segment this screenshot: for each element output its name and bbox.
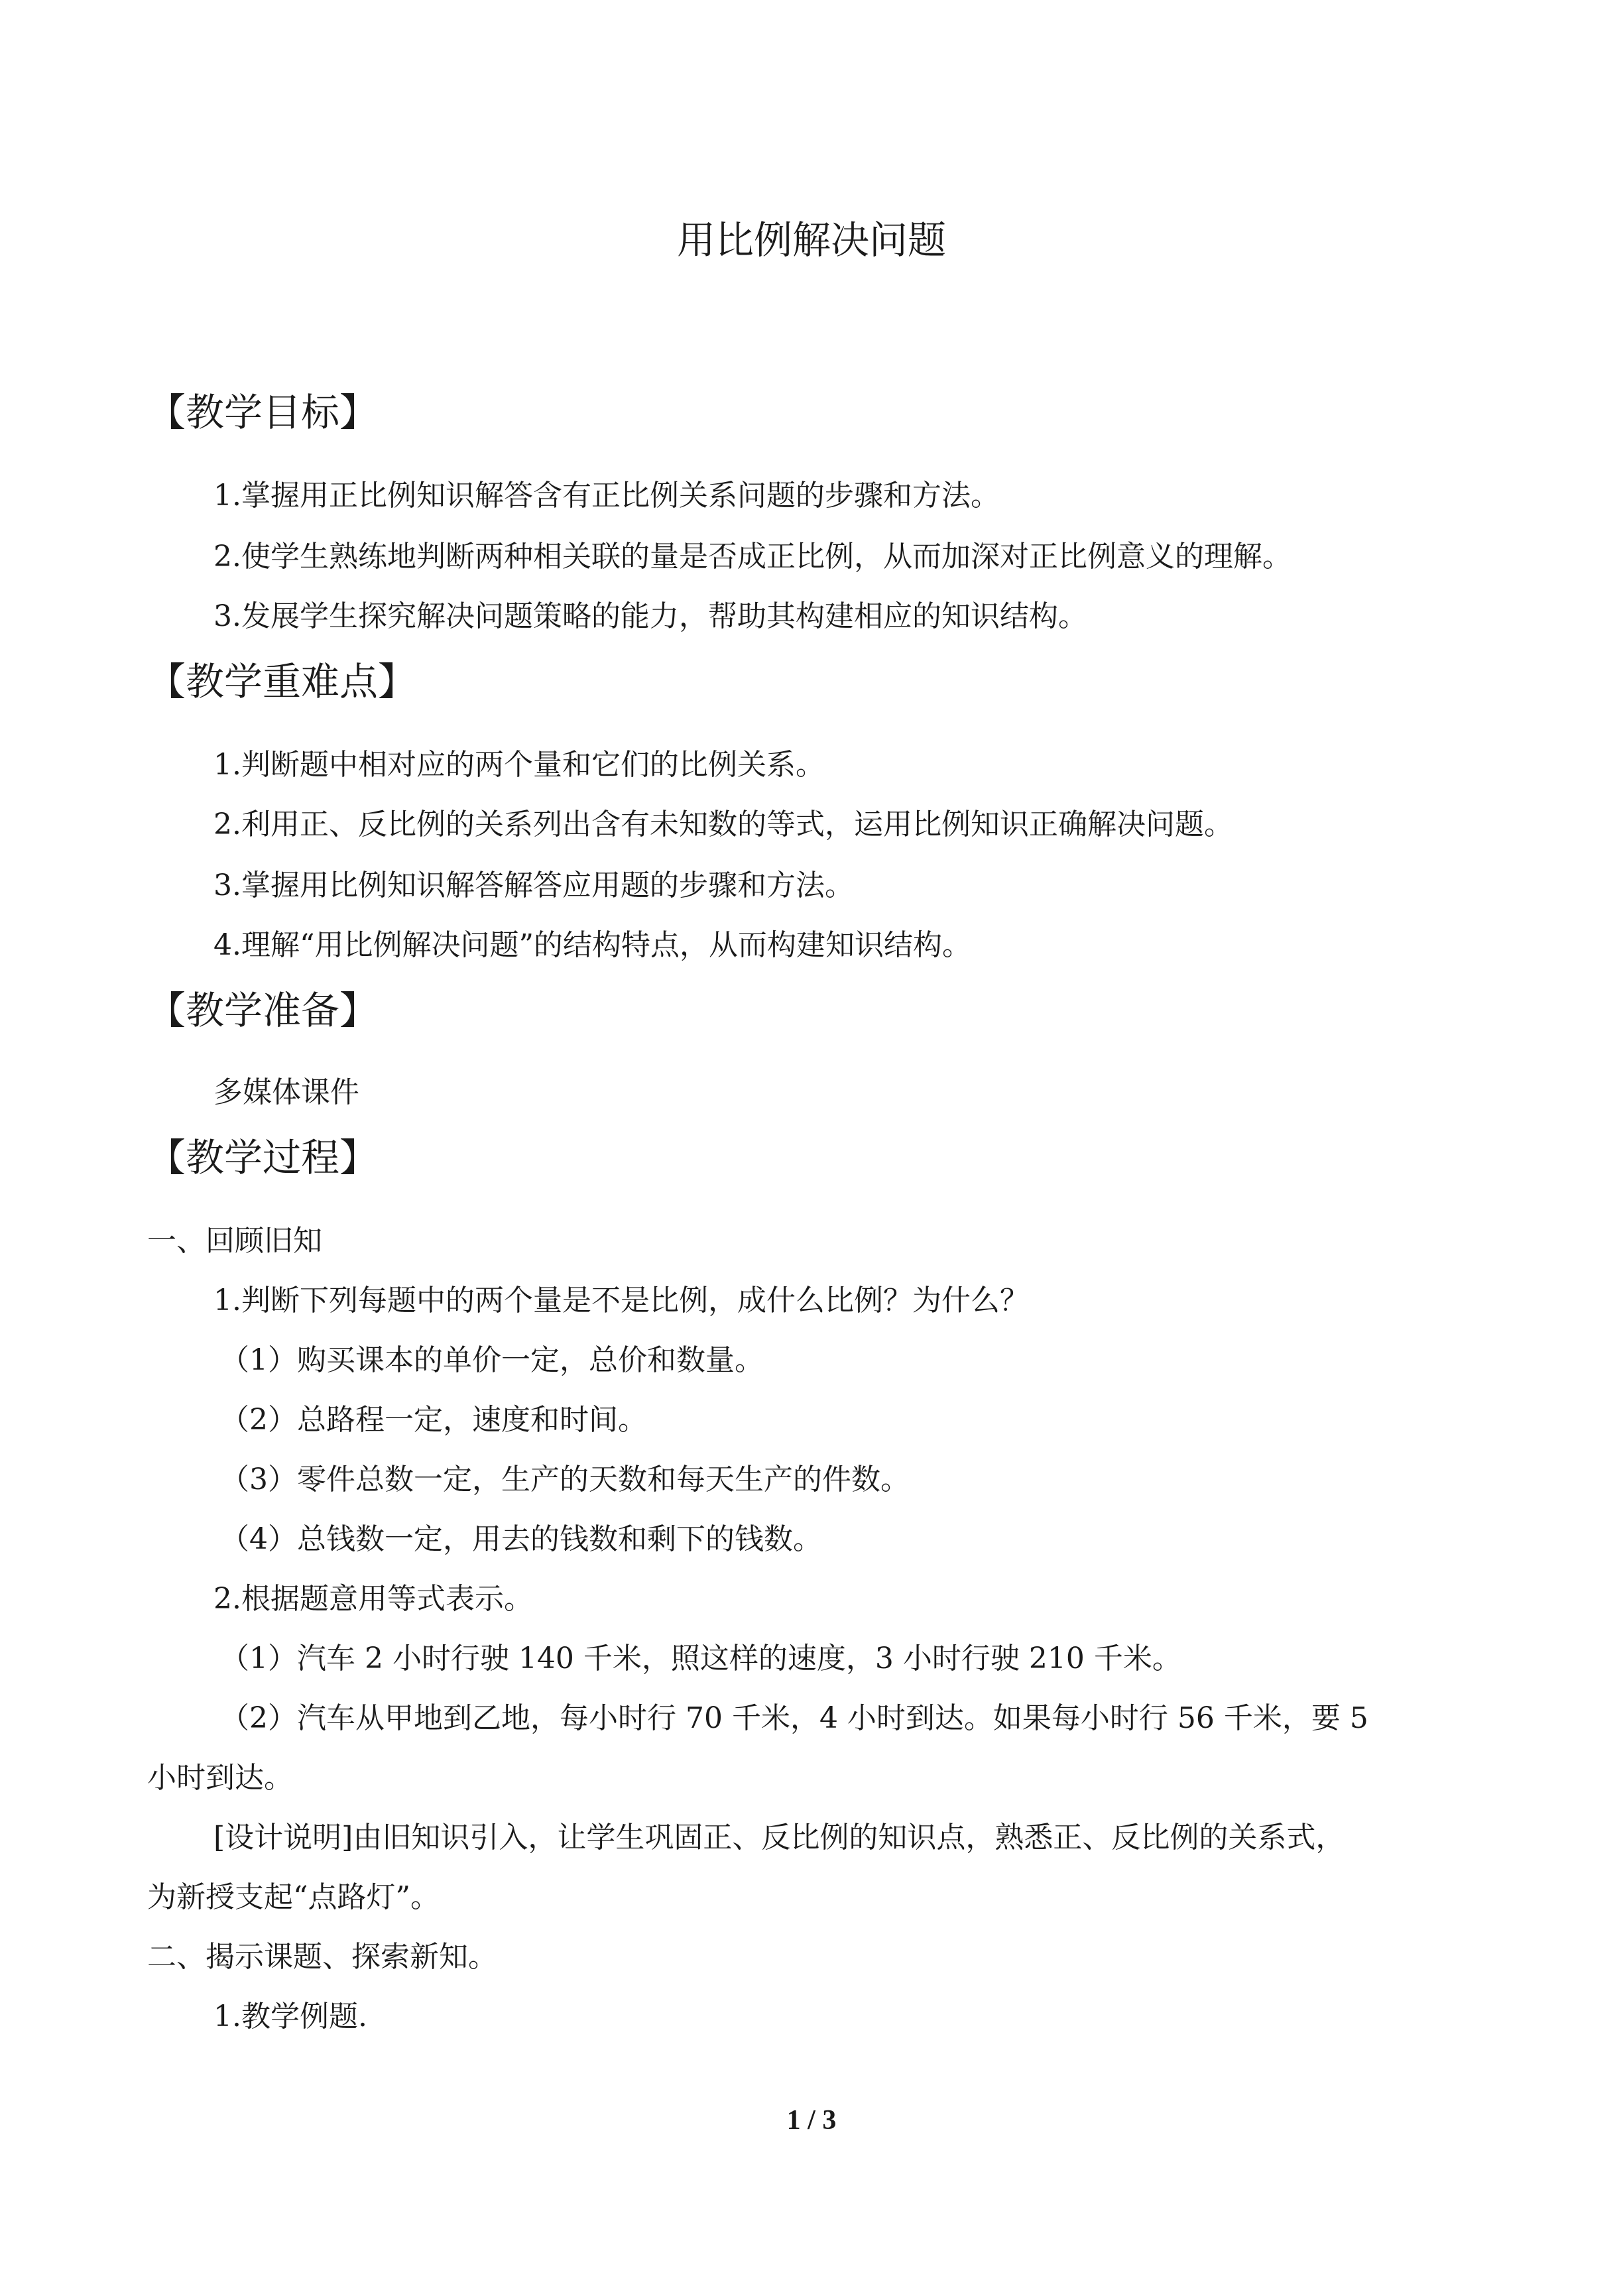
section-heading-objectives: 【教学目标】 — [147, 390, 379, 435]
page-number: 1 / 3 — [786, 2105, 837, 2136]
question-2-item: （1）汽车 2 小时行驶 140 千米，照这样的速度，3 小时行驶 210 千米。 — [220, 1642, 1181, 1675]
design-note-continued: 为新授支起“点路灯”。 — [147, 1880, 440, 1914]
question-1-item: （3）零件总数一定，生产的天数和每天生产的件数。 — [220, 1463, 910, 1496]
preparation-content: 多媒体课件 — [213, 1075, 359, 1109]
question-1-item: （4）总钱数一定，用去的钱数和剩下的钱数。 — [220, 1522, 822, 1556]
process-part-title: 二、揭示课题、探索新知。 — [147, 1940, 497, 1974]
question-2: 2.根据题意用等式表示。 — [213, 1582, 533, 1616]
objective-item: 3.发展学生探究解决问题策略的能力，帮助其构建相应的知识结构。 — [213, 599, 1087, 633]
key-point-item: 2.利用正、反比例的关系列出含有未知数的等式，运用比例知识正确解决问题。 — [213, 808, 1233, 841]
question-1-item: （2）总路程一定，速度和时间。 — [220, 1403, 647, 1437]
objective-item: 1.掌握用正比例知识解答含有正比例关系问题的步骤和方法。 — [213, 479, 1000, 513]
question-1-item: （1）购买课本的单价一定，总价和数量。 — [220, 1343, 764, 1377]
design-note: [设计说明]由旧知识引入，让学生巩固正、反比例的知识点，熟悉正、反比例的关系式， — [213, 1821, 1345, 1854]
question-1: 1.判断下列每题中的两个量是不是比例，成什么比例？为什么？ — [213, 1284, 1029, 1317]
question-2-item: （2）汽车从甲地到乙地，每小时行 70 千米，4 小时到达。如果每小时行 56 千米，要 5 — [220, 1701, 1368, 1735]
example-item: 1.教学例题. — [213, 2000, 367, 2033]
question-2-item-continued: 小时到达。 — [147, 1761, 293, 1795]
section-heading-process: 【教学过程】 — [147, 1135, 379, 1180]
key-point-item: 3.掌握用比例知识解答解答应用题的步骤和方法。 — [213, 869, 854, 902]
section-heading-preparation: 【教学准备】 — [147, 988, 379, 1033]
key-point-item: 1.判断题中相对应的两个量和它们的比例关系。 — [213, 748, 825, 782]
page-title: 用比例解决问题 — [676, 217, 946, 263]
section-heading-key-points: 【教学重难点】 — [147, 659, 417, 704]
objective-item: 2.使学生熟练地判断两种相关联的量是否成正比例，从而加深对正比例意义的理解。 — [213, 540, 1292, 574]
key-point-item: 4.理解“用比例解决问题”的结构特点，从而构建知识结构。 — [213, 928, 971, 962]
process-part-title: 一、回顾旧知 — [147, 1224, 322, 1258]
